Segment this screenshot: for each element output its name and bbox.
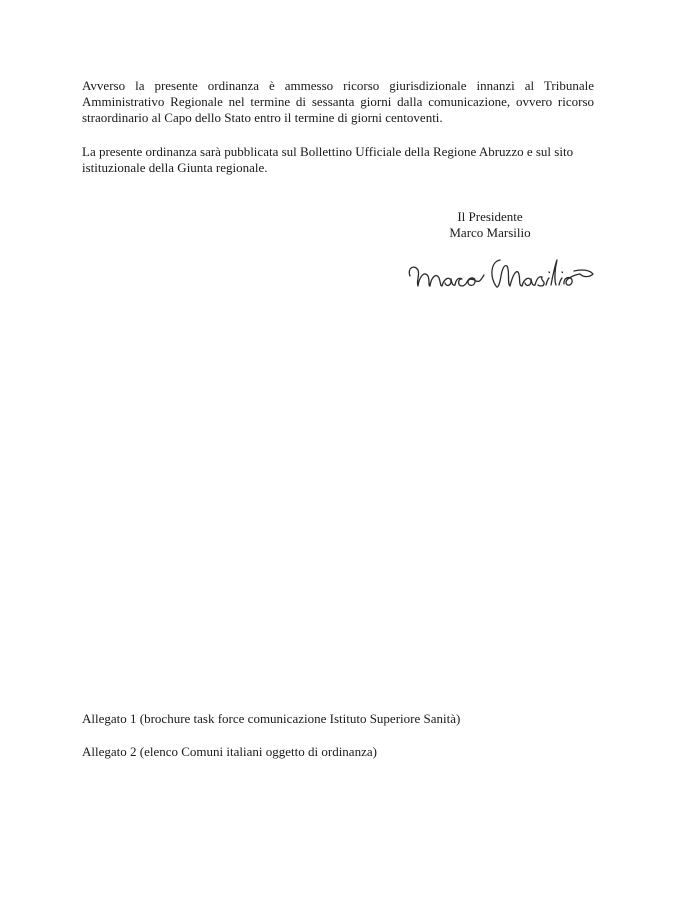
signature-block xyxy=(430,209,550,241)
annex-2: Allegato 2 (elenco Comuni italiani oggetto di ordinanza) xyxy=(82,744,377,759)
appeal-paragraph: Avverso la presente ordinanza è ammesso ricorso giurisdizionale innanzi al Tribunale Amministrativo Regionale nel termine di sessanta giorni dalla comunicazione, ovvero ricorso straordinario al Capo dello Stato entro il termine di giorni centoventi. xyxy=(82,78,594,125)
handwritten-signature xyxy=(404,248,600,298)
signatory-name: Marco Marsilio xyxy=(449,225,531,240)
publication-paragraph: La presente ordinanza sarà pubblicata sul Bollettino Ufficiale della Regione Abruzzo e sul sito istituzionale della Giunta regionale. xyxy=(82,144,574,175)
annex-1: Allegato 1 (brochure task force comunicazione Istituto Superiore Sanità) xyxy=(82,711,461,726)
signatory-role: Il Presidente xyxy=(457,209,523,224)
